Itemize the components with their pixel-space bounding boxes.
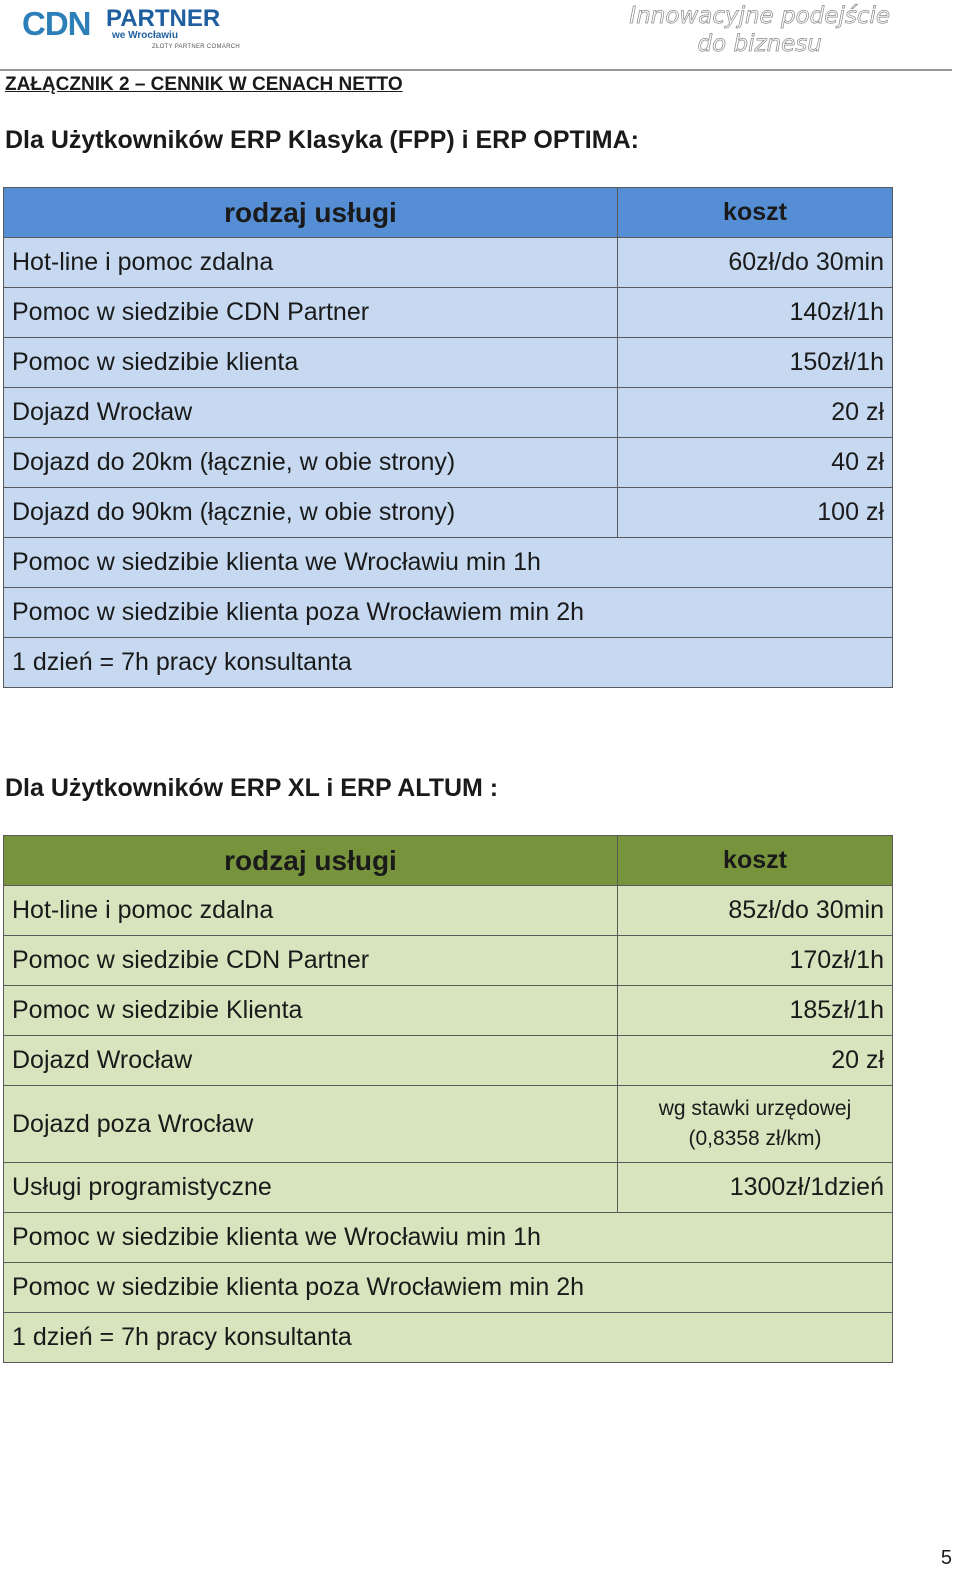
page-number: 5 — [940, 1547, 952, 1569]
cost-cell: 40 zł — [618, 438, 893, 488]
header-divider — [0, 69, 952, 71]
section-2-title: Dla Użytkowników ERP XL i ERP ALTUM : — [5, 774, 499, 802]
table-row — [4, 488, 893, 538]
table-row — [4, 1086, 893, 1163]
cost-cell: 150zł/1h — [618, 338, 893, 388]
table-row — [4, 238, 893, 288]
note-row — [4, 588, 893, 638]
table-row — [4, 986, 893, 1036]
cost-cell: 1300zł/1dzień — [618, 1163, 893, 1213]
price-table-xl-altum — [3, 835, 893, 1363]
cost-cell: 60zł/do 30min — [618, 238, 893, 288]
cost-line-2: (0,8358 zł/km) — [688, 1127, 822, 1150]
table-row — [4, 288, 893, 338]
note-row — [4, 1213, 893, 1263]
service-cell: Usługi programistyczne — [4, 1163, 618, 1213]
logo-subtitle: we Wrocławiu — [112, 30, 178, 41]
cost-cell: 20 zł — [618, 1036, 893, 1086]
slogan-line-2: do biznesu — [697, 31, 822, 57]
service-cell: Dojazd Wrocław — [4, 1036, 618, 1086]
note-row — [4, 1313, 893, 1363]
column-header-service: rodzaj usługi — [4, 836, 618, 886]
table-row — [4, 1036, 893, 1086]
note-cell: Pomoc w siedzibie klienta we Wrocławiu min 1h — [4, 538, 893, 588]
note-cell: Pomoc w siedzibie klienta we Wrocławiu min 1h — [4, 1213, 893, 1263]
table-row — [4, 338, 893, 388]
cost-cell: 185zł/1h — [618, 986, 893, 1036]
logo-cdn-text: CDN — [22, 5, 91, 42]
note-row — [4, 538, 893, 588]
service-cell: Dojazd poza Wrocław — [4, 1086, 618, 1163]
cost-cell: 85zł/do 30min — [618, 886, 893, 936]
table-row — [4, 886, 893, 936]
note-cell: Pomoc w siedzibie klienta poza Wrocławiem min 2h — [4, 588, 893, 638]
service-cell: Pomoc w siedzibie Klienta — [4, 986, 618, 1036]
cdn-partner-logo — [22, 4, 242, 54]
service-cell: Hot-line i pomoc zdalna — [4, 886, 618, 936]
service-cell: Dojazd Wrocław — [4, 388, 618, 438]
column-header-cost: koszt — [618, 188, 893, 238]
note-row — [4, 638, 893, 688]
service-cell: Dojazd do 90km (łącznie, w obie strony) — [4, 488, 618, 538]
cost-cell: 20 zł — [618, 388, 893, 438]
note-cell: Pomoc w siedzibie klienta poza Wrocławiem min 2h — [4, 1263, 893, 1313]
table-header-row — [4, 188, 893, 238]
table-row — [4, 388, 893, 438]
table-row — [4, 936, 893, 986]
cost-cell: 170zł/1h — [618, 936, 893, 986]
service-cell: Pomoc w siedzibie CDN Partner — [4, 288, 618, 338]
service-cell: Pomoc w siedzibie klienta — [4, 338, 618, 388]
annex-title: ZAŁĄCZNIK 2 – CENNIK W CENACH NETTO — [5, 74, 403, 95]
service-cell: Dojazd do 20km (łącznie, w obie strony) — [4, 438, 618, 488]
table-row — [4, 438, 893, 488]
slogan-line-1: Innowacyjne podejście — [629, 3, 890, 29]
service-cell: Pomoc w siedzibie CDN Partner — [4, 936, 618, 986]
logo-gold-partner: ZŁOTY PARTNER COMARCH — [152, 44, 240, 50]
cost-cell: 100 zł — [618, 488, 893, 538]
cost-line-1: wg stawki urzędowej — [658, 1097, 852, 1120]
cost-cell — [618, 1086, 893, 1163]
table-row — [4, 1163, 893, 1213]
column-header-cost: koszt — [618, 836, 893, 886]
note-row — [4, 1263, 893, 1313]
page-header — [0, 0, 960, 72]
price-table-optima — [3, 187, 893, 688]
service-cell: Hot-line i pomoc zdalna — [4, 238, 618, 288]
cost-cell: 140zł/1h — [618, 288, 893, 338]
section-1-title: Dla Użytkowników ERP Klasyka (FPP) i ERP OPTIMA: — [5, 126, 639, 154]
logo-partner-text: PARTNER — [106, 5, 221, 32]
slogan — [629, 2, 890, 58]
note-cell: 1 dzień = 7h pracy konsultanta — [4, 638, 893, 688]
table-header-row — [4, 836, 893, 886]
column-header-service: rodzaj usługi — [4, 188, 618, 238]
note-cell: 1 dzień = 7h pracy konsultanta — [4, 1313, 893, 1363]
